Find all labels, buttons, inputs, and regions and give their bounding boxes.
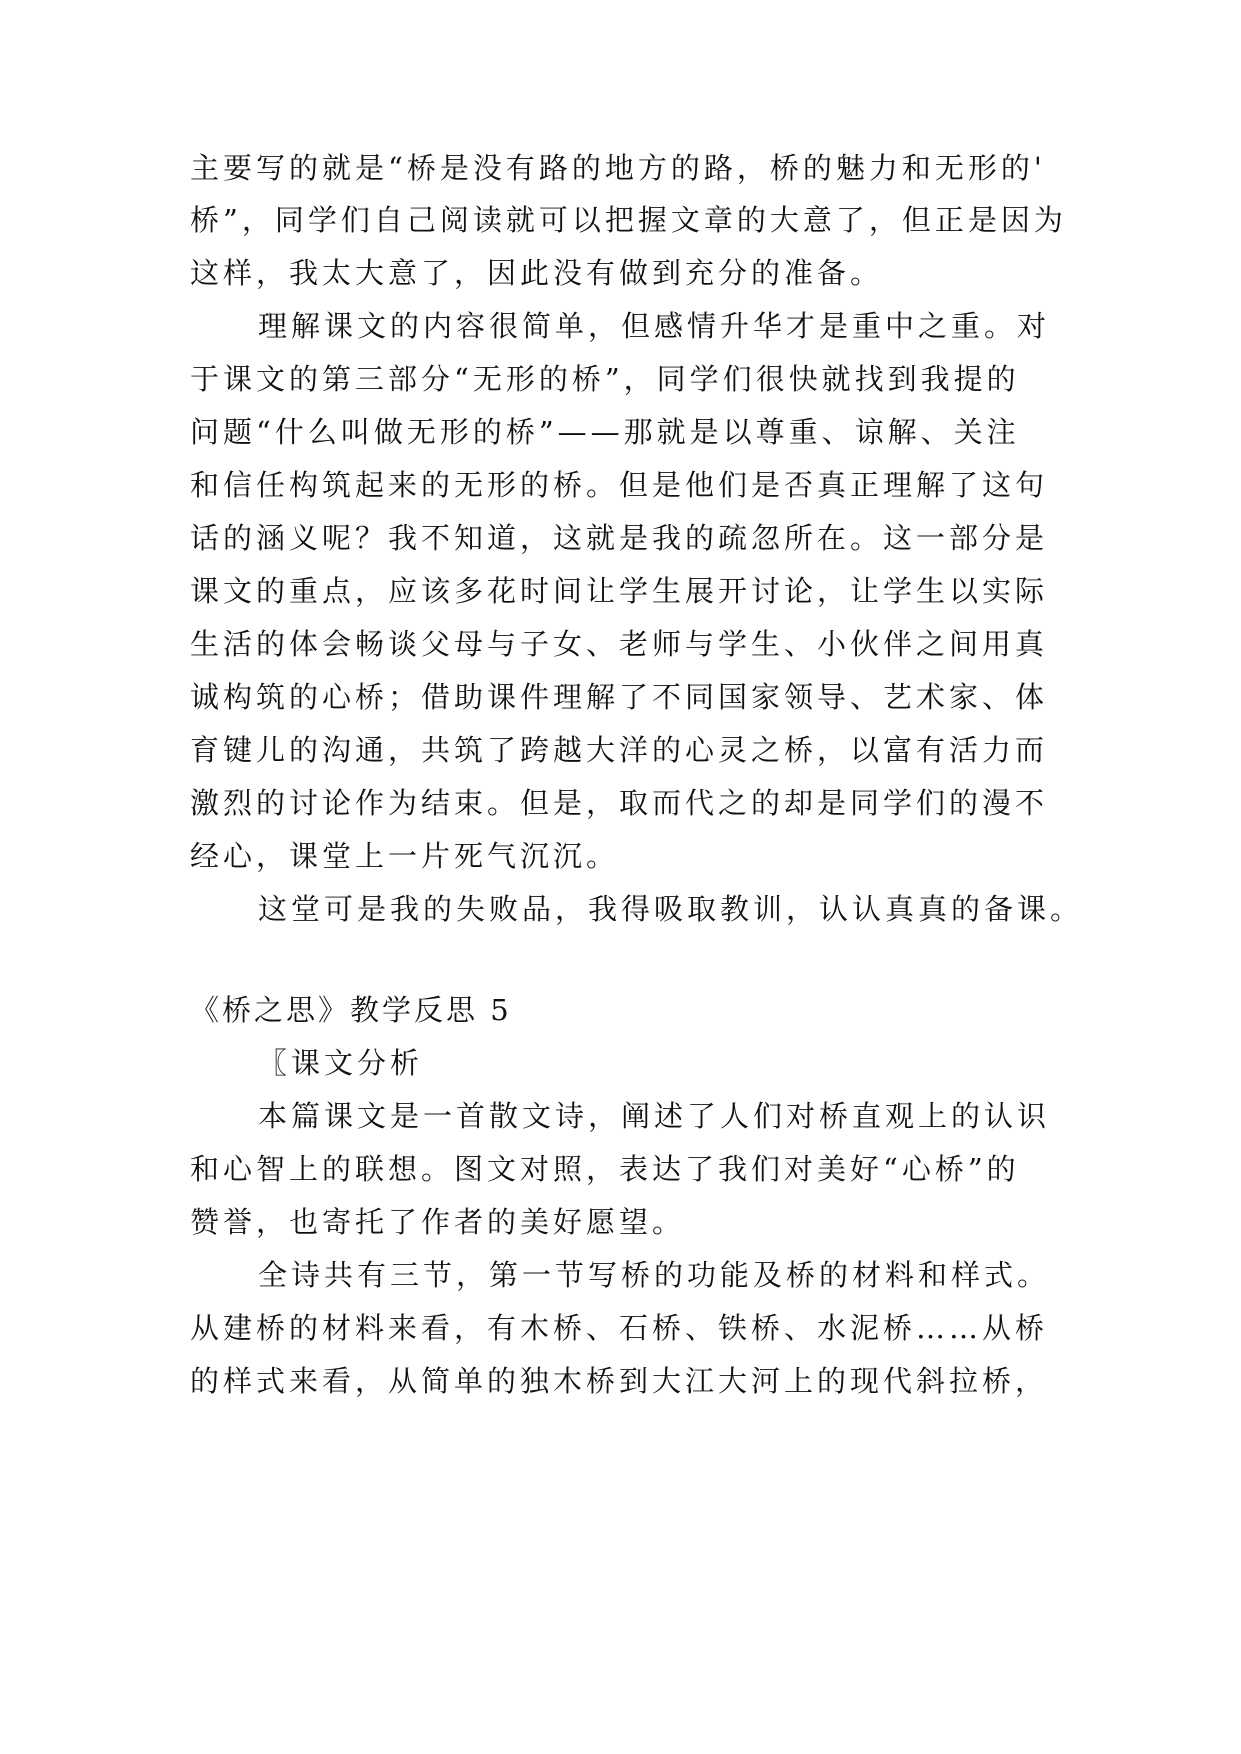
paragraph-2-line-8: 诚构筑的心桥；借助课件理解了不同国家领导、艺术家、体 [190, 680, 1049, 714]
paragraph-4-line-1: 本篇课文是一首散文诗，阐述了人们对桥直观上的认识 [258, 1099, 1051, 1133]
paragraph-2-line-2: 于课文的第三部分“无形的桥”，同学们很快就找到我提的 [190, 362, 1020, 396]
paragraph-2-line-7: 生活的体会畅谈父母与子女、老师与学生、小伙伴之间用真 [190, 627, 1049, 661]
paragraph-5-line-1: 全诗共有三节，第一节写桥的功能及桥的材料和样式。 [258, 1258, 1051, 1292]
paragraph-2-line-3: 问题“什么叫做无形的桥”——那就是以尊重、谅解、关注 [190, 415, 1020, 449]
subheading: 〖课文分析 [258, 1046, 424, 1080]
paragraph-5-line-3: 的样式来看，从简单的独木桥到大江大河上的现代斜拉桥， [190, 1364, 1049, 1398]
section-heading: 《桥之思》教学反思 5 [190, 993, 512, 1027]
paragraph-2-line-10: 激烈的讨论作为结束。但是，取而代之的却是同学们的漫不 [190, 786, 1049, 820]
paragraph-1-line-2: 桥”，同学们自己阅读就可以把握文章的大意了，但正是因为 [190, 203, 1067, 237]
paragraph-3-line-1: 这堂可是我的失败品，我得吸取教训，认认真真的备课。 [258, 892, 1084, 926]
paragraph-4-line-2: 和心智上的联想。图文对照，表达了我们对美好“心桥”的 [190, 1152, 1020, 1186]
paragraph-1-line-3: 这样，我太大意了，因此没有做到充分的准备。 [190, 256, 884, 290]
paragraph-2-line-5: 话的涵义呢？我不知道，这就是我的疏忽所在。这一部分是 [190, 521, 1049, 555]
paragraph-2-line-11: 经心，课堂上一片死气沉沉。 [190, 839, 620, 873]
paragraph-1-line-1: 主要写的就是“桥是没有路的地方的路，桥的魅力和无形的' [190, 151, 1046, 185]
paragraph-5-line-2: 从建桥的材料来看，有木桥、石桥、铁桥、水泥桥……从桥 [190, 1311, 1049, 1345]
paragraph-2-line-6: 课文的重点，应该多花时间让学生展开讨论，让学生以实际 [190, 574, 1049, 608]
paragraph-4-line-3: 赞誉，也寄托了作者的美好愿望。 [190, 1205, 686, 1239]
paragraph-2-line-9: 育键儿的沟通，共筑了跨越大洋的心灵之桥，以富有活力而 [190, 733, 1049, 767]
paragraph-2-line-1: 理解课文的内容很简单，但感情升华才是重中之重。对 [258, 309, 1051, 343]
paragraph-2-line-4: 和信任构筑起来的无形的桥。但是他们是否真正理解了这句 [190, 468, 1049, 502]
